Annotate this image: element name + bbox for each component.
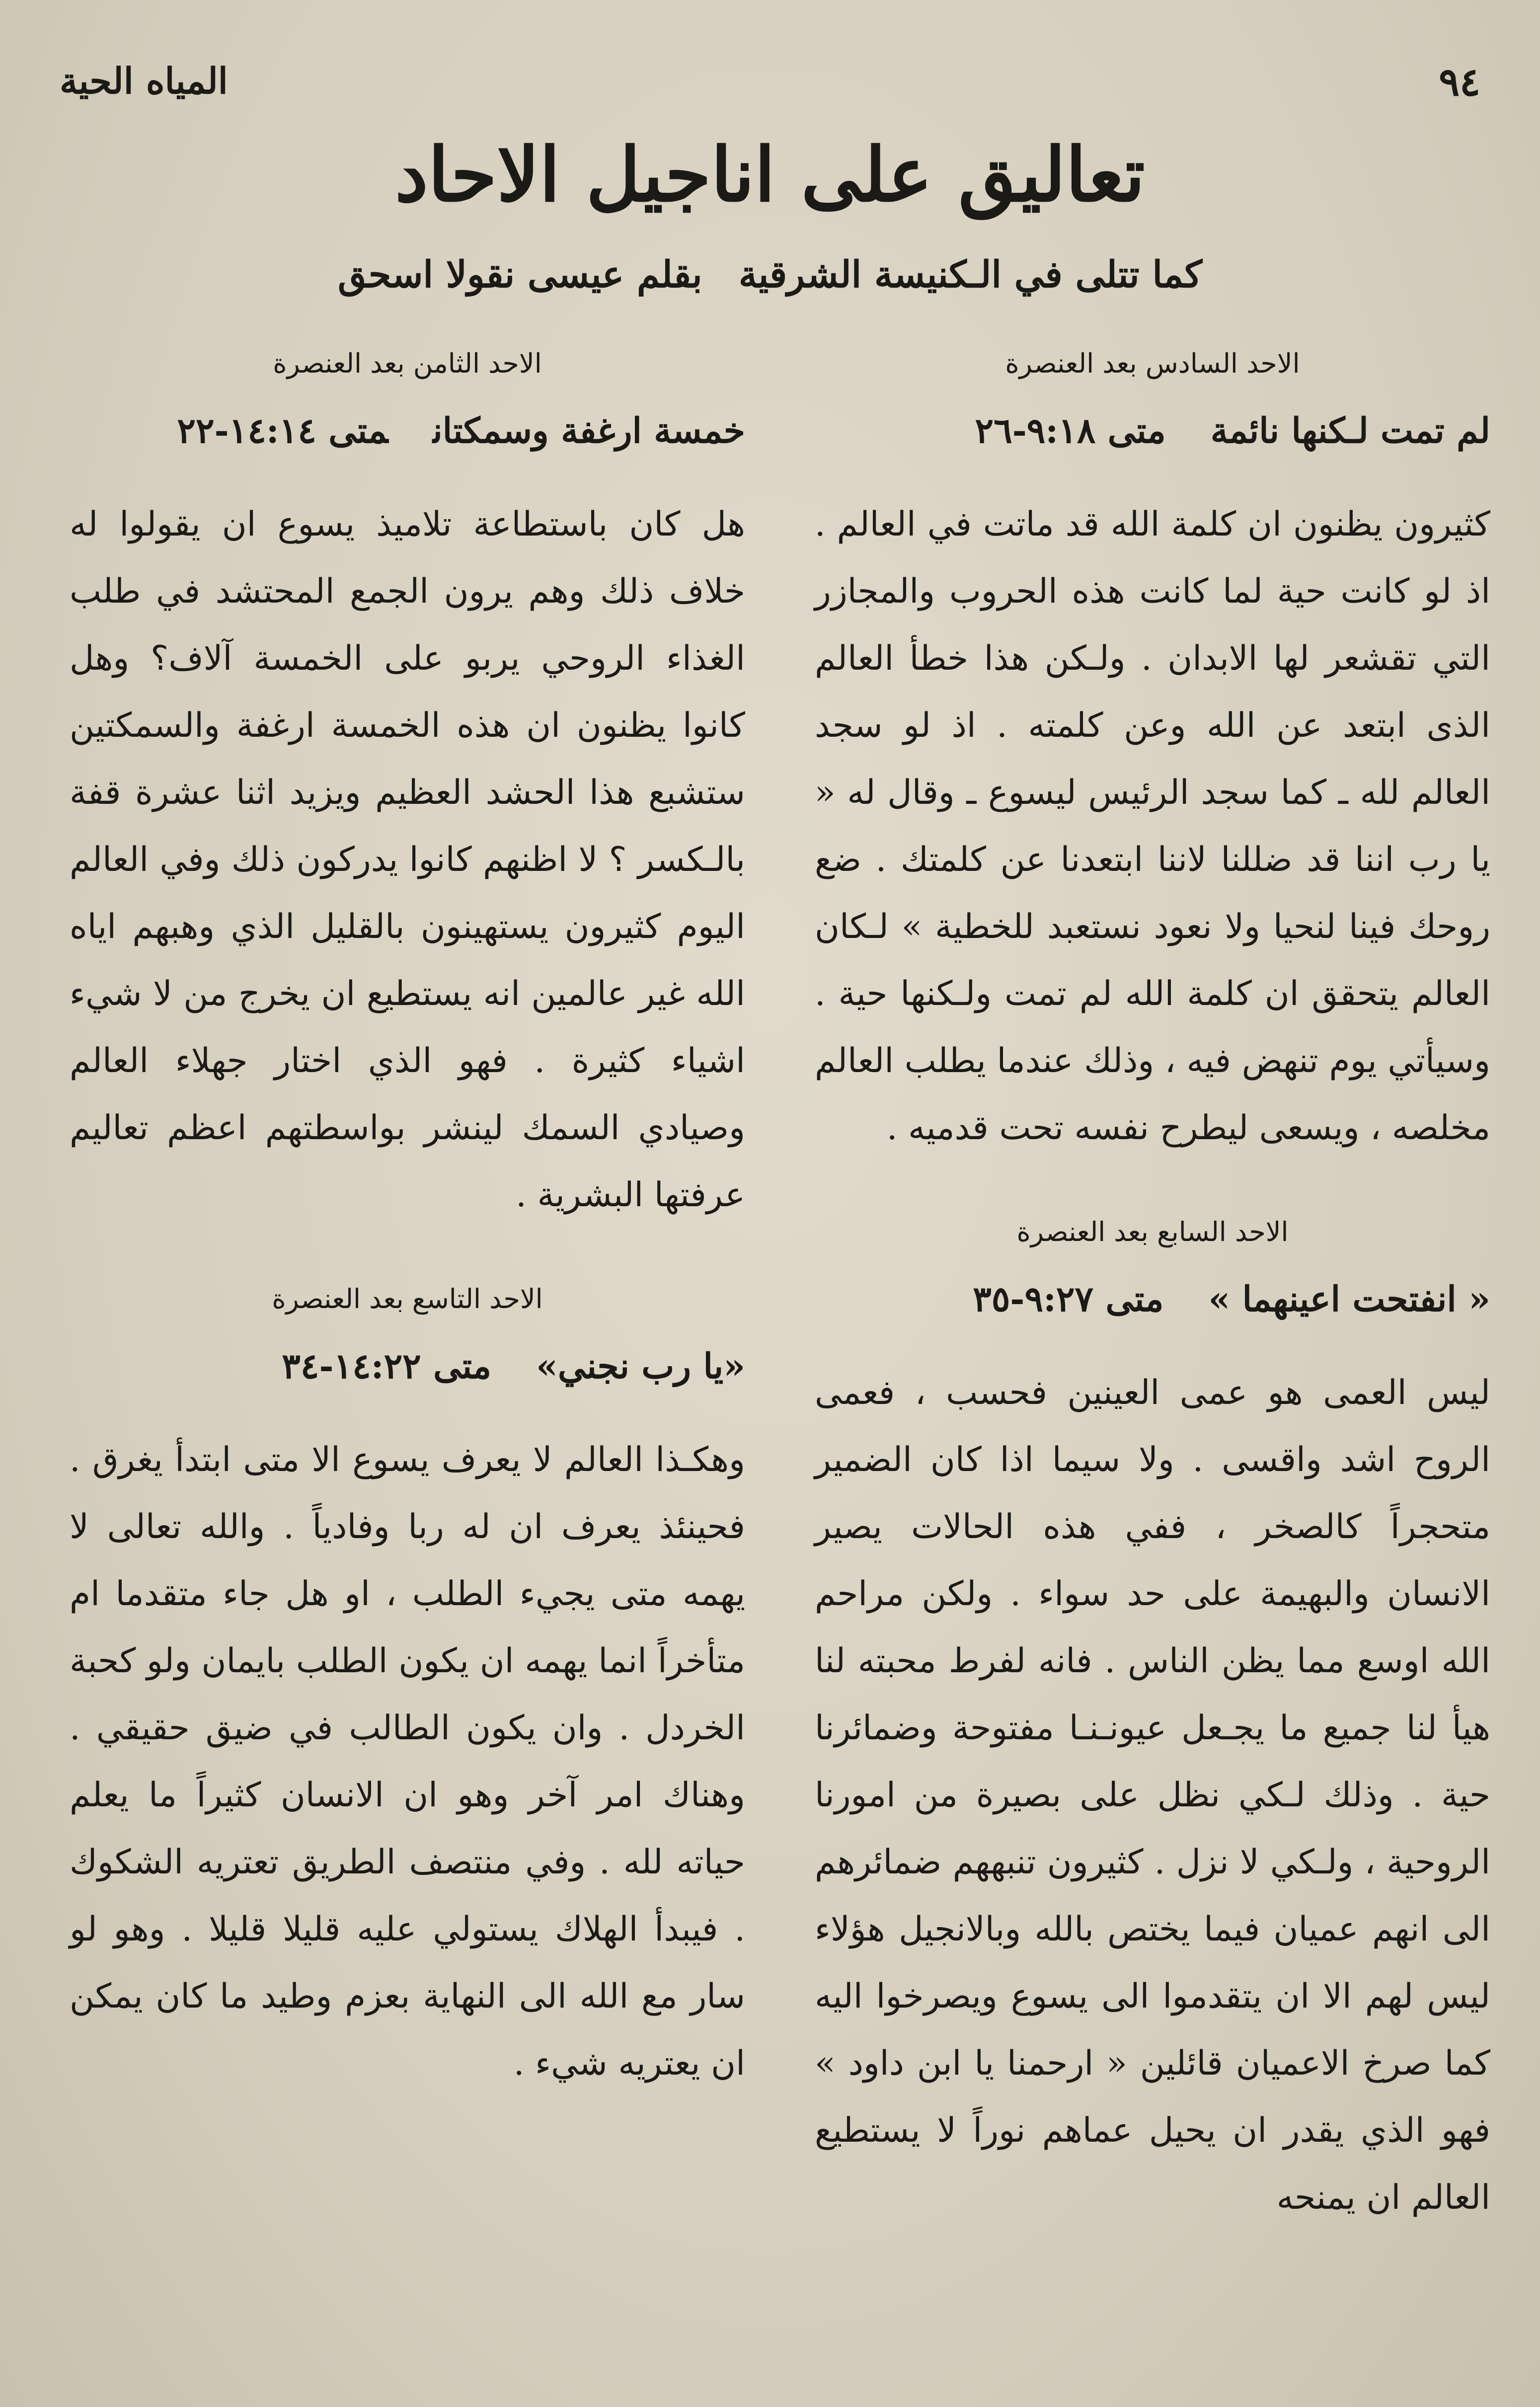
right-column: [815, 348, 1490, 2286]
reading-title: «يا رب نجني»: [536, 1345, 745, 1387]
section-heading: الاحد التاسع بعد العنصرة: [272, 1283, 543, 1315]
journal-name: المياه الحية: [60, 60, 228, 102]
section-text: وهكـذا العالم لا يعرف يسوع الا متى ابتدأ يغرق . فحينئذ يعرف ان له ربا وفادياً . والله تعالى لا يهمه متى يجيء الطلب ، او هل جاء متقدما ام متأخراً انما يهمه ان يكون الطلب بايمان ولو كحبة الخردل . وان يكون الطالب في ضيق حقيقي . وهناك امر آخر وهو ان الانسان كثيراً ما يعلم حياته لله . وفي منتصف الطريق تعتريه الشكوك . فيبدأ الهلاك يستولي عليه قليلا قليلا . وهو لو سار مع الله الى النهاية بعزم وطيد ما كان يمكن ان يعتريه شيء .: [70, 1440, 746, 2083]
section-text: ليس العمى هو عمى العينين فحسب ، فعمى الروح اشد واقسى . ولا سيما اذا كان الضمير متحجراً كالصخر ، ففي هذه الحالات يصير الانسان والبهيمة على حد سواء . ولكن مراحم الله اوسع مما يظن الناس . فانه لفرط محبته لنا هيأ لنا جميع ما يجـعل عيونـنـا مفتوحة وضمائرنا حية . وذلك لـكي نظل على بصيرة من امورنا الروحية ، ولـكي لا نزل . كثيرون تنبههم ضمائرهم الى انهم عميان فيما يختص بالله وبالانجيل هؤلاء ليس لهم الا ان يتقدموا الى يسوع ويصرخوا اليه كما صرخ الاعميان قائلين « ارحمنا يا ابن داود » فهو الذي يقدر ان يحيل عماهم نوراً لا يستطيع العالم ان يمنحه: [815, 1373, 1490, 2217]
running-header: [60, 60, 1480, 114]
section-heading: الاحد الثامن بعد العنصرة: [273, 348, 542, 379]
left-column: [70, 348, 745, 2152]
article-title: تعاليق على اناجيل الاحاد: [395, 131, 1145, 219]
reading-line: [70, 410, 745, 451]
section-seventh-sunday: [815, 1216, 1490, 2231]
reading-line: [70, 1345, 745, 1387]
reading-title: « انفتحت اعينهما »: [1208, 1278, 1490, 1320]
page-number: ٩٤: [1439, 60, 1480, 105]
reading-line: [815, 410, 1490, 451]
section-heading: الاحد السادس بعد العنصرة: [1005, 348, 1300, 379]
scripture-reference: متى ١٤:١٤-٢٢: [177, 409, 388, 451]
reading-title: لم تمت لـكنها نائمة: [1210, 409, 1490, 451]
section-sixth-sunday: [815, 348, 1490, 1162]
section-ninth-sunday: [70, 1283, 745, 2097]
subtitle-author: بقلم عيسى نقولا اسحق: [338, 253, 702, 296]
section-text: هل كان باستطاعة تلاميذ يسوع ان يقولوا له خلاف ذلك وهم يرون الجمع المحتشد في طلب الغذاء الروحي يربو على الخمسة آلاف؟ وهل كانوا يظنون ان هذه الخمسة ارغفة والسمكتين ستشبع هذا الحشد العظيم ويزيد اثنا عشرة قفة بالـكسر ؟ لا اظنهم كانوا يدركون ذلك وفي العالم اليوم كثيرون يستهينون بالقليل الذي وهبهم اياه الله غير عالمين انه يستطيع ان يخرج من لا شيء اشياء كثيرة . فهو الذي اختار جهلاء العالم وصيادي السمك لينشر بواسطتهم اعظم تعاليم عرفتها البشرية .: [70, 504, 745, 1215]
reading-title: خمسة ارغفة وسمكتان: [433, 409, 745, 451]
reading-line: [815, 1278, 1490, 1320]
scripture-reference: متى ١٤:٢٢-٣٤: [282, 1345, 492, 1387]
section-text: كثيرون يظنون ان كلمة الله قد ماتت في العالم . اذ لو كانت حية لما كانت هذه الحروب والمجازر التي تقشعر لها الابدان . ولـكن هذا خطأ العالم الذى ابتعد عن الله وعن كلمته . اذ لو سجد العالم لله ـ كما سجد الرئيس ليسوع ـ وقال له « يا رب اننا قد ضللنا لاننا ابتعدنا عن كلمتك . ضع روحك فينا لنحيا ولا نعود نستعبد للخطية » لـكان العالم يتحقق ان كلمة الله لم تمت ولـكنها حية . وسيأتي يوم تنهض فيه ، وذلك عندما يطلب العالم مخلصه ، ويسعى ليطرح نفسه تحت قدميه .: [815, 504, 1490, 1148]
section-heading: الاحد السابع بعد العنصرة: [1016, 1216, 1289, 1247]
scripture-reference: متى ٩:١٨-٢٦: [975, 409, 1166, 451]
subtitle-church: كما تتلى في الـكنيسة الشرقية: [738, 253, 1202, 296]
scripture-reference: متى ٩:٢٧-٣٥: [973, 1278, 1164, 1320]
article-subtitle: [338, 253, 1202, 308]
section-eighth-sunday: [70, 348, 745, 1229]
